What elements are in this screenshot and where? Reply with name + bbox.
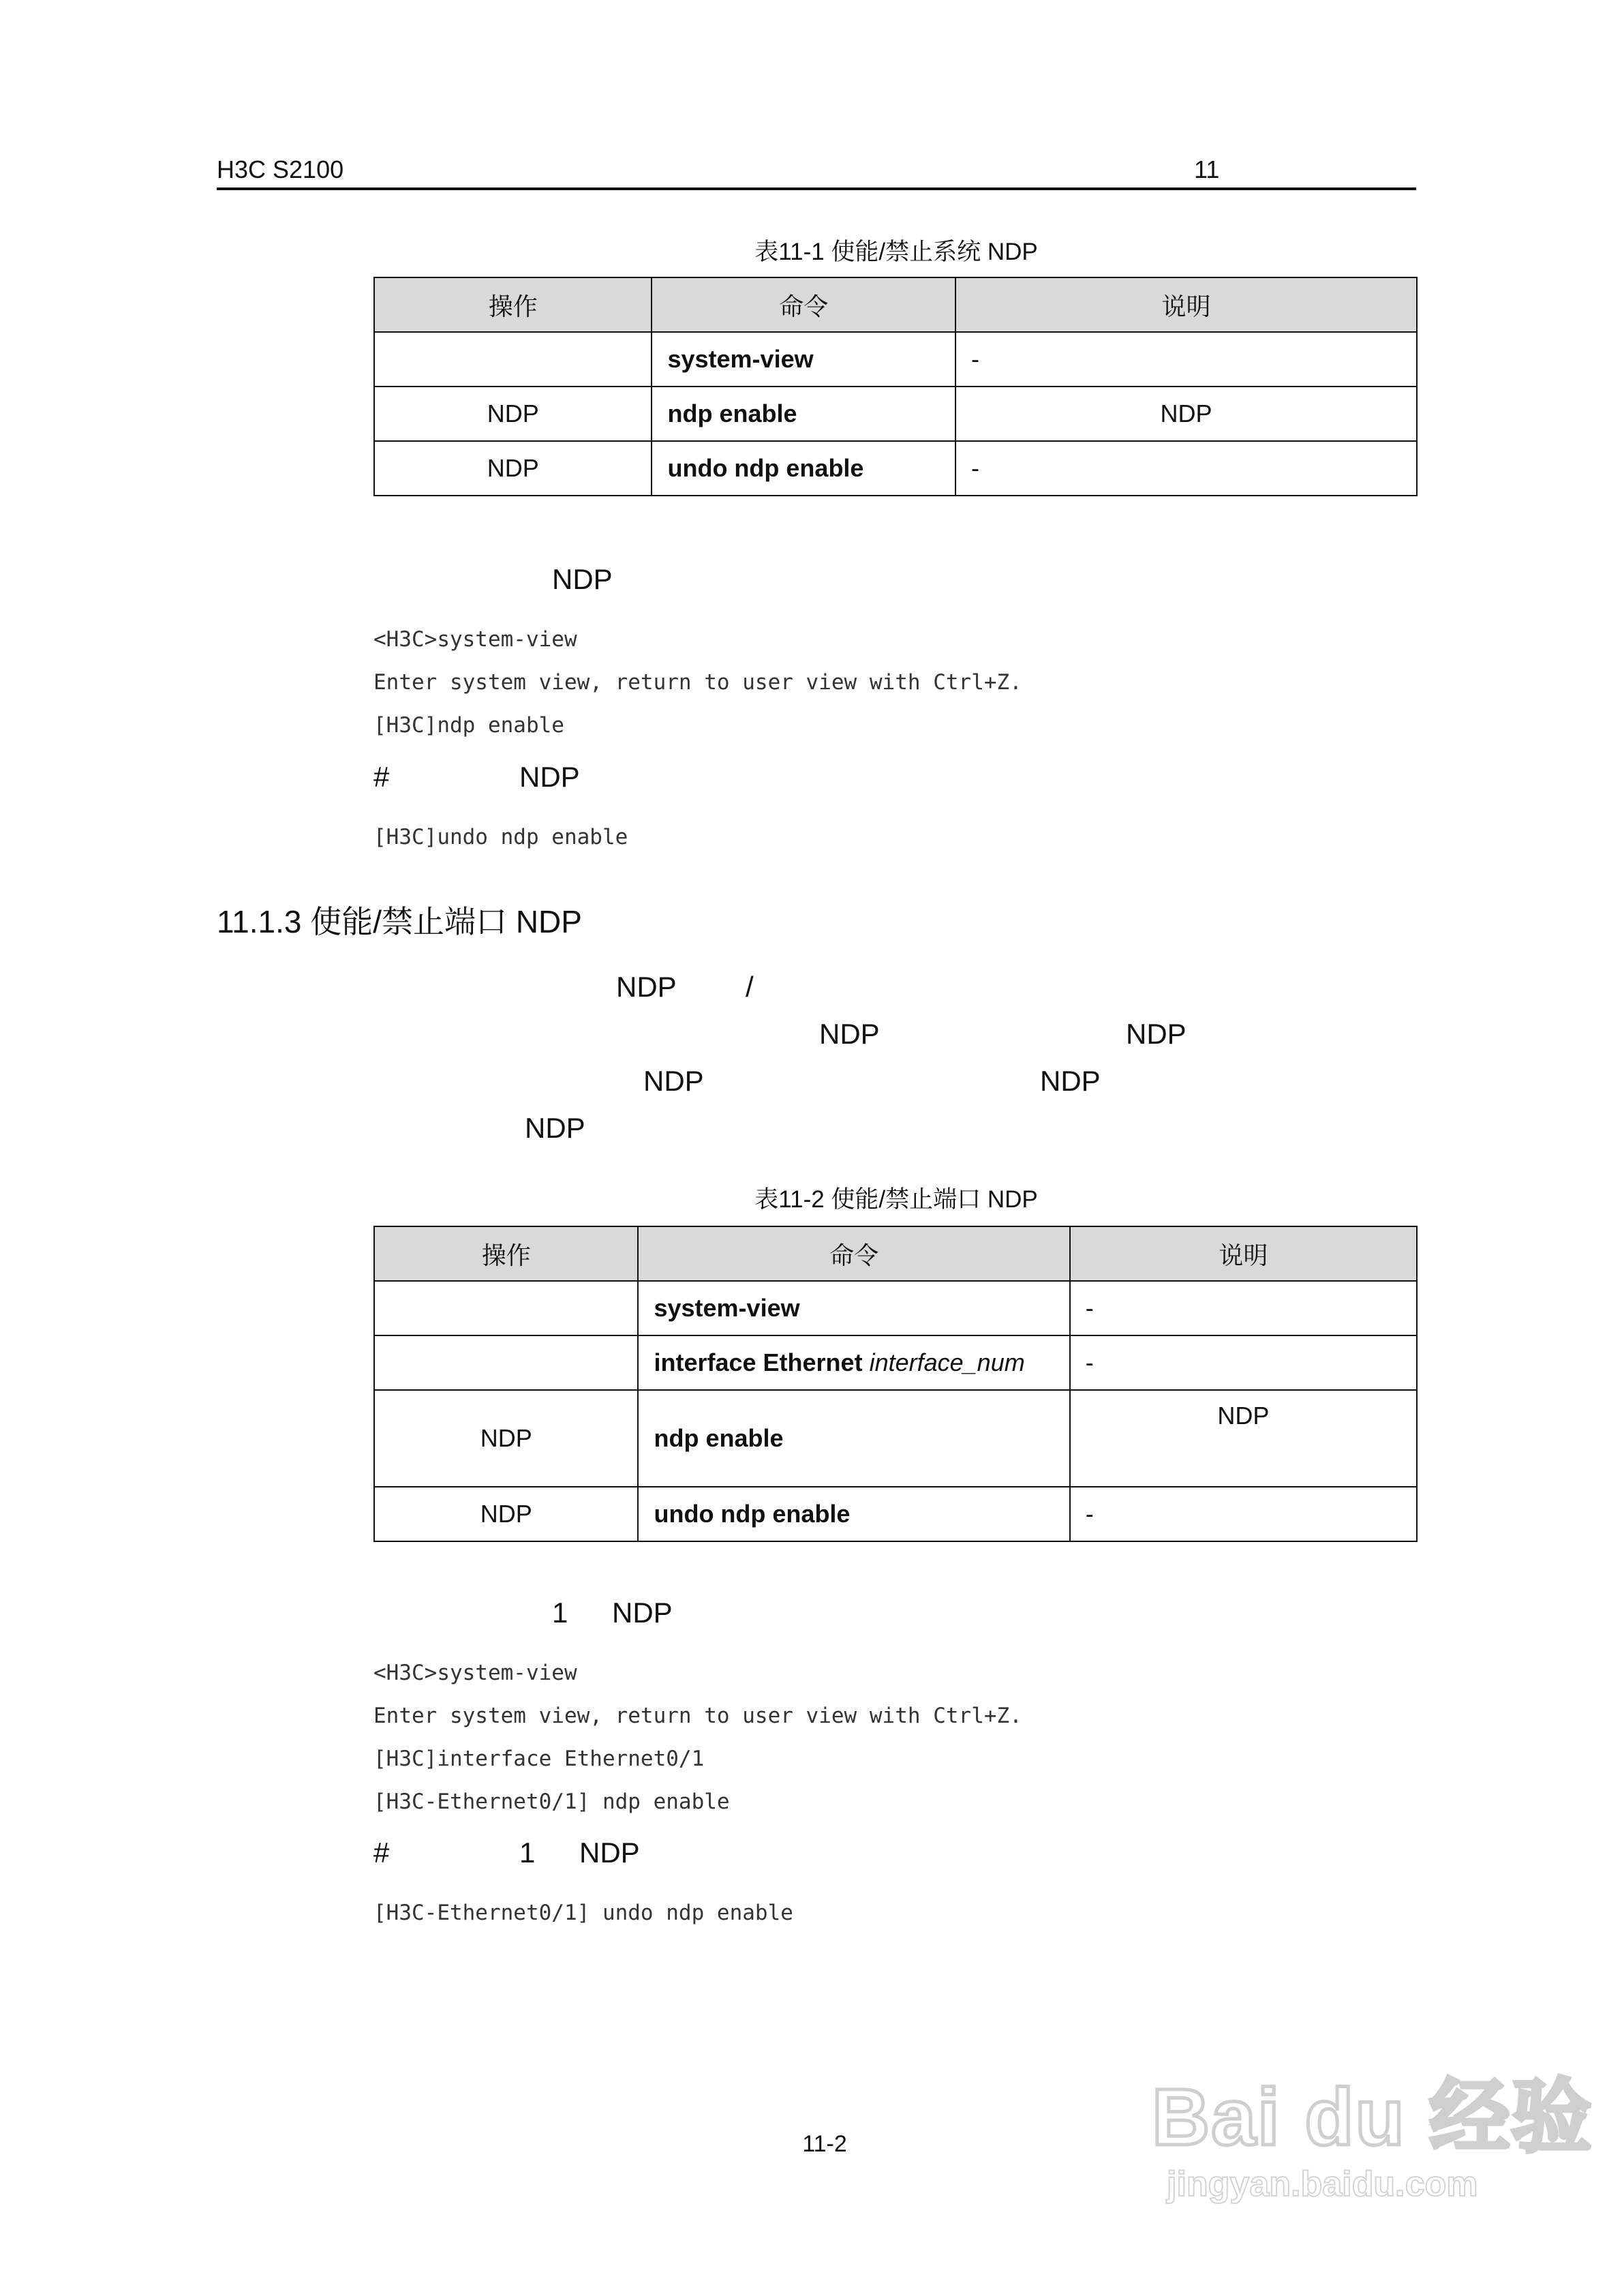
page-number: 11-2 [802,2131,847,2157]
code-line: Enter system view, return to user view with Ctrl+Z. [373,670,1022,695]
table2-cell-op [374,1335,638,1390]
table2-header-desc: 说明 [1070,1226,1417,1281]
table2-header-op: 操作 [374,1226,638,1281]
table1-cell-cmd: ndp enable [652,387,955,441]
table2-cell-desc: NDP [1070,1390,1417,1487]
table1-header-row [374,277,1417,332]
example1-intro: NDP [552,563,613,595]
example1-hash: # [373,761,390,793]
table2-cmd-text: ndp enable [654,1424,784,1452]
watermark-url: jingyan.baidu.com [1167,2164,1478,2204]
code-line: [H3C]ndp enable [373,713,564,738]
table-row [374,387,1417,441]
example2-hash: # [373,1837,390,1869]
code-line: [H3C]interface Ethernet0/1 [373,1747,705,1771]
table2-header-row [374,1226,1417,1281]
table2-cmd-text: system-view [654,1294,800,1322]
table2-cell-op: NDP [374,1390,638,1487]
table-row [374,1335,1417,1390]
table2-cell-cmd [638,1281,1069,1335]
table2-cell-op [374,1281,638,1335]
table-row [374,1390,1417,1487]
table1-cell-desc: - [955,332,1417,387]
table1-cell-cmd: undo ndp enable [652,441,955,496]
code-line: Enter system view, return to user view with Ctrl+Z. [373,1704,1022,1728]
header-product: H3C S2100 [217,155,344,183]
body-word: / [746,971,754,1003]
code-line: [H3C-Ethernet0/1] ndp enable [373,1789,730,1814]
example1-hash-word: NDP [519,761,580,793]
table1-caption: 表11-1 使能/禁止系统 NDP [754,239,1038,265]
code-line: [H3C]undo ndp enable [373,825,628,849]
table-row [374,332,1417,387]
table1-cell-cmd: system-view [652,332,955,387]
table2-cmd-text: undo ndp enable [654,1500,851,1528]
section-title: 11.1.3 使能/禁止端口 NDP [217,904,582,939]
table1-cell-desc: NDP [955,387,1417,441]
table2-cell-desc: - [1070,1335,1417,1390]
table-row [374,1487,1417,1541]
table1-cell-op [374,332,652,387]
table1-header-cmd: 命令 [652,277,955,332]
header-rule [217,187,1416,190]
table2-cell-op: NDP [374,1487,638,1541]
table2-caption: 表11-2 使能/禁止端口 NDP [754,1186,1038,1213]
example2-hash-num: 1 [519,1837,536,1869]
example2-intro: NDP [612,1597,673,1629]
table2 [373,1226,1418,1542]
table2-cmd-arg: interface_num [869,1348,1025,1376]
table2-header-cmd: 命令 [638,1226,1069,1281]
table1-header-desc: 说明 [955,277,1417,332]
body-word: NDP [643,1065,704,1097]
table1-cell-op: NDP [374,387,652,441]
body-word: NDP [1040,1065,1101,1097]
table2-cell-cmd [638,1487,1069,1541]
table-row [374,441,1417,496]
code-line: <H3C>system-view [373,1661,577,1685]
code-line: [H3C-Ethernet0/1] undo ndp enable [373,1901,793,1925]
table1 [373,277,1418,496]
header-chapter: 11 [1194,155,1220,183]
baidu-jingyan-watermark [1152,2052,1593,2205]
table1-cell-op: NDP [374,441,652,496]
table2-cell-desc: - [1070,1487,1417,1541]
body-word: NDP [525,1112,585,1144]
body-word: NDP [819,1018,880,1050]
table2-cell-cmd [638,1335,1069,1390]
table1-header-op: 操作 [374,277,652,332]
code-line: <H3C>system-view [373,627,577,652]
body-word: NDP [616,971,677,1003]
table2-cmd-text: interface Ethernet [654,1348,863,1376]
watermark-brand: Bai du 经验 [1152,2072,1593,2162]
table2-cell-desc: - [1070,1281,1417,1335]
example2-intro-num: 1 [552,1597,568,1629]
table-row [374,1281,1417,1335]
table1-cell-desc: - [955,441,1417,496]
example2-hash-word: NDP [579,1837,640,1869]
table2-cell-cmd [638,1390,1069,1487]
body-word: NDP [1126,1018,1187,1050]
